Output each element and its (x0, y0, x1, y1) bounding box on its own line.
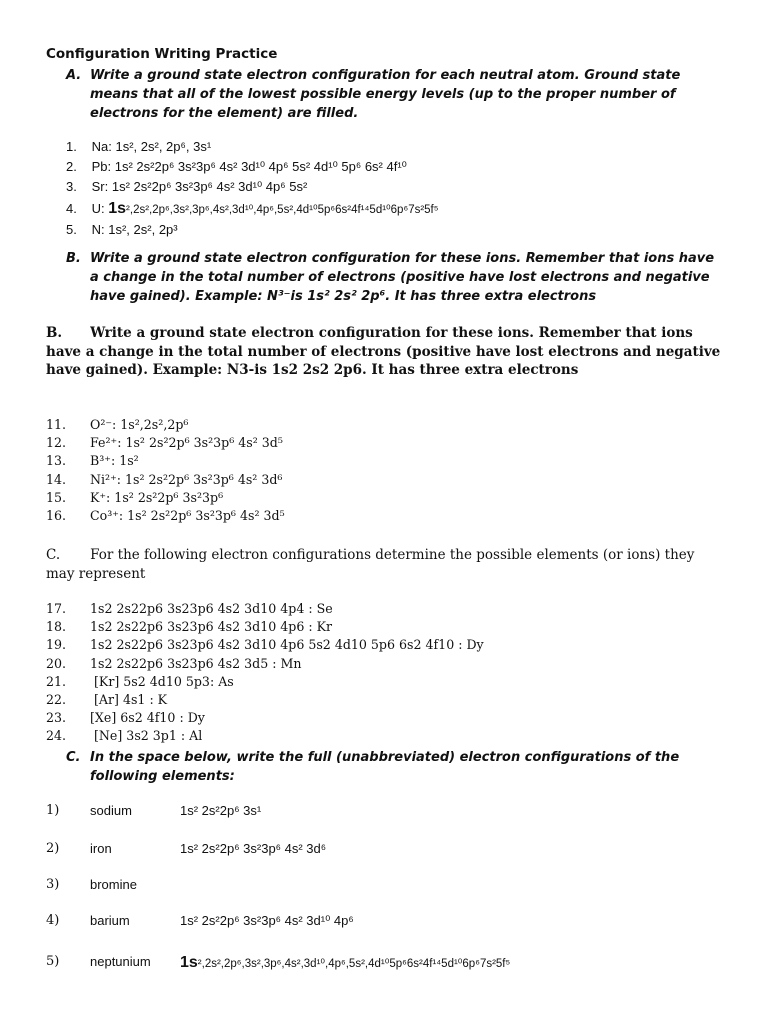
section-b-italic-instructions (66, 249, 716, 306)
section-a-label: A. (66, 68, 82, 83)
list-item: 11. O²⁻: 1s²,2s²,2p⁶ (46, 417, 189, 432)
element-row: 1) sodium 1s² 2s²2p⁶ 3s¹ (46, 803, 262, 818)
neutral-atom-list (66, 137, 756, 240)
list-item: 14. Ni²⁺: 1s² 2s²2p⁶ 3s²3p⁶ 4s² 3d⁶ (46, 471, 283, 487)
list-item: 16. Co³⁺: 1s² 2s²2p⁶ 3s²3p⁶ 4s² 3d⁵ (46, 508, 285, 524)
list-item: 15. K⁺: 1s² 2s²2p⁶ 3s²3p⁶ (46, 489, 224, 505)
element-row: 2) iron 1s² 2s²2p⁶ 3s²3p⁶ 4s² 3d⁶ (46, 841, 327, 856)
section-c-text: For the following electron configurations determine the possible elements (or ions) they may represent (46, 547, 695, 582)
list-item: 19. 1s2 2s22p6 3s23p6 4s2 3d10 4p6 5s2 4d10 5p6 6s2 4f10 : Dy (46, 637, 484, 653)
list-item: 23. [Xe] 6s2 4f10 : Dy (46, 710, 205, 726)
list-item: 2. Pb: 1s² 2s²2p⁶ 3s²3p⁶ 4s² 3d¹⁰ 4p⁶ 5s² 4d¹⁰ 5p⁶ 6s² 4f¹⁰ (66, 159, 407, 174)
list-item: 18. 1s2 2s22p6 3s23p6 4s2 3d10 4p6 : Kr (46, 619, 333, 635)
element-row: 3) bromine (46, 877, 137, 892)
list-item: 13. B³⁺: 1s² (46, 453, 139, 469)
page-title: Configuration Writing Practice (46, 46, 278, 62)
section-a-text: Write a ground state electron configuration for each neutral atom. Ground state means that all of the lowest possible energy levels (up to the proper number of electrons for the element) are filled. (90, 68, 681, 121)
section-b-italic-text: Write a ground state electron configuration for these ions. Remember that ions have a change in the total number of electrons (positive have lost electrons and negative have gained). Example: N³⁻is 1s² 2s² 2p⁶. It has three extra electrons (90, 251, 715, 304)
list-item: 3. Sr: 1s² 2s²2p⁶ 3s²3p⁶ 4s² 3d¹⁰ 4p⁶ 5s² (66, 179, 308, 194)
list-item: 5. N: 1s², 2s², 2p³ (66, 222, 178, 237)
section-a-instructions (66, 66, 716, 123)
list-item: 22. [Ar] 4s1 : K (46, 692, 168, 708)
section-c-italic-instructions (66, 748, 716, 786)
list-item: 20. 1s2 2s22p6 3s23p6 4s2 3d5 : Mn (46, 655, 302, 671)
config-list (46, 600, 736, 746)
list-item: 21. [Kr] 5s2 4d10 5p3: As (46, 673, 234, 689)
section-c-instructions (46, 546, 726, 584)
ion-list (46, 416, 726, 525)
list-item: 17. 1s2 2s22p6 3s23p6 4s2 3d10 4p4 : Se (46, 601, 333, 616)
element-row: 5) neptunium 1s²,2s²,2p⁶,3s²,3p⁶,4s²,3d¹⁰,4p⁶,5s²,4d¹⁰5p⁶6s²4f¹⁴5d¹⁰6p⁶7s²5f⁵ (46, 954, 511, 971)
list-item: 24. [Ne] 3s2 3p1 : Al (46, 728, 203, 744)
section-b-label: B. (46, 325, 63, 341)
section-b-instructions (46, 324, 726, 380)
list-item: 1. Na: 1s², 2s², 2p⁶, 3s¹ (66, 139, 212, 154)
element-row: 4) barium 1s² 2s²2p⁶ 3s²3p⁶ 4s² 3d¹⁰ 4p⁶ (46, 913, 354, 928)
section-c-label: C. (46, 547, 61, 563)
section-b-text: Write a ground state electron configuration for these ions. Remember that ions have a change in the total number of electrons (positive have lost electrons and negative have gained). Example: N3-is 1s2 2s2 2p6. It has three extra electrons (46, 325, 721, 378)
section-c-italic-text: In the space below, write the full (unabbreviated) electron configurations of the following elements: (90, 750, 680, 784)
list-item: 4. U: 1s²,2s²,2p⁶,3s²,3p⁶,4s²,3d¹⁰,4p⁶,5s²,4d¹⁰5p⁶6s²4f¹⁴5d¹⁰6p⁶7s²5f⁵ (66, 200, 439, 217)
section-b-italic-label: B. (66, 251, 81, 266)
list-item: 12. Fe²⁺: 1s² 2s²2p⁶ 3s²3p⁶ 4s² 3d⁵ (46, 435, 283, 451)
section-c-italic-label: C. (66, 750, 81, 765)
